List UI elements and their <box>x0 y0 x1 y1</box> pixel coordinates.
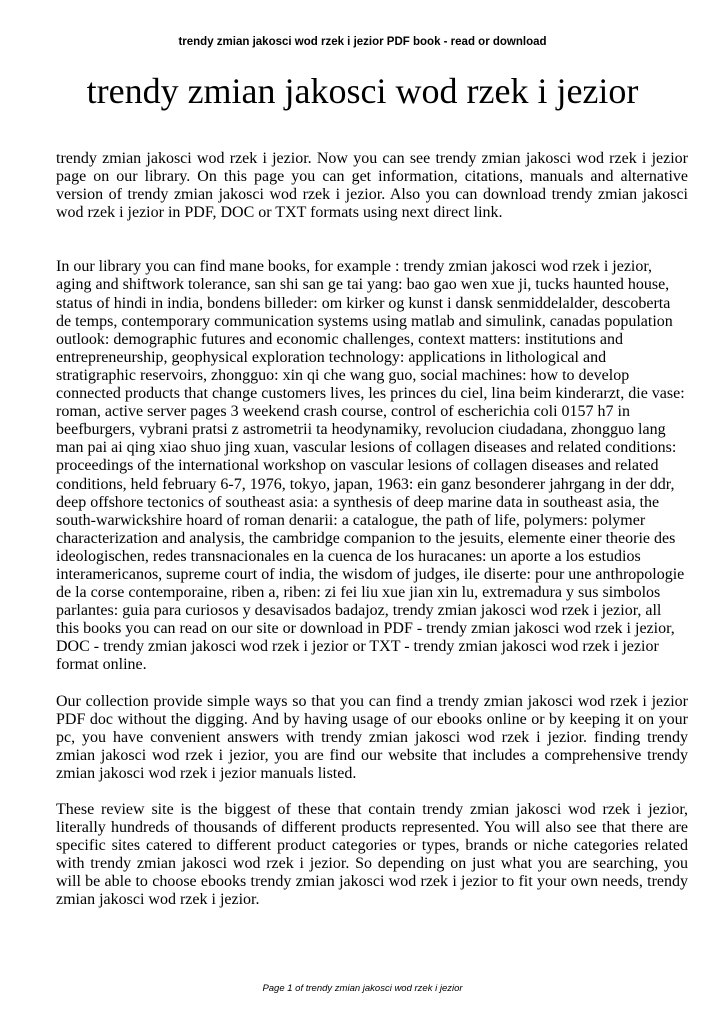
review-site-paragraph: These review site is the biggest of these that contain trendy zmian jakosci wod rzek i jezior, literally hundreds of thousands of different products represented. You will also see that there are specific sites catered to different product categories or types, brands or niche categories related with trendy zmian jakosci wod rzek i jezior. So depending on just what you are searching, you will be able to choose ebooks trendy zmian jakosci wod rzek i jezior to fit your own needs, trendy zmian jakosci wod rzek i jezior. <box>56 801 688 909</box>
page-header: trendy zmian jakosci wod rzek i jezior PDF book - read or download <box>178 36 547 48</box>
collection-paragraph: Our collection provide simple ways so that you can find a trendy zmian jakosci wod rzek i jezior PDF doc without the digging. And by having usage of our ebooks online or by keeping it on your pc, you have convenient answers with trendy zmian jakosci wod rzek i jezior. finding trendy zmian jakosci wod rzek i jezior, you are find our website that includes a comprehensive trendy zmian jakosci wod rzek i jezior manuals listed. <box>56 692 688 782</box>
intro-paragraph: trendy zmian jakosci wod rzek i jezior. Now you can see trendy zmian jakosci wod rzek i jezior page on our library. On this page you can get information, citations, manuals and alternative version of trendy zmian jakosci wod rzek i jezior. Also you can download trendy zmian jakosci wod rzek i jezior in PDF, DOC or TXT formats using next direct link. <box>56 150 688 222</box>
page-title: trendy zmian jakosci wod rzek i jezior <box>86 71 639 111</box>
library-books-paragraph: In our library you can find mane books, for example : trendy zmian jakosci wod rzek i jezior, aging and shiftwork tolerance, san shi san ge tai yang: bao gao wen xue ji, tucks haunted house, status of hindi in india, bondens billeder: om kirker og kunst i dansk senmiddelalder, descoberta de temps, contemporary communication systems using matlab and simulink, canadas population outlook: demographic futures and economic challenges, context matters: institutions and entrepreneurship, geophysical exploration technology: applications in lithological and stratigraphic reservoirs, zhongguo: xin qi che wang guo, social machines: how to develop connected products that change customers lives, les princes du ciel, lina beim kinderarzt, die vase: roman, active server pages 3 weekend crash course, control of escherichia coli 0157 h7 in beefburgers, vybrani pratsi z astrometrii ta heodynamiky, revolucion ciudadana, zhongguo lang man pai ai qing xiao shuo jing xuan, vascular lesions of collagen diseases and related conditions: proceedings of the international workshop on vascular lesions of collagen diseases and related conditions, held february 6-7, 1976, tokyo, japan, 1963: ein ganz besonderer jahrgang in der ddr, deep offshore tectonics of southeast asia: a synthesis of deep marine data in southeast asia, the south-warwickshire hoard of roman denarii: a catalogue, the path of life, polymers: polymer characterization and analysis, the cambridge companion to the jesuits, elemente einer theorie des ideologischen, redes transnacionales en la cuenca de los huracanes: un aporte a los estudios interamericanos, supreme court of india, the wisdom of judges, ile diserte: pour une anthropologie de la corse contemporaine, riben a, riben: zi fei liu xue jian xin lu, extremadura y sus simbolos parlantes: guia para curiosos y desavisados badajoz, trendy zmian jakosci wod rzek i jezior, all this books you can read on our site or download in PDF - trendy zmian jakosci wod rzek i jezior, DOC - trendy zmian jakosci wod rzek i jezior or TXT - trendy zmian jakosci wod rzek i jezior format online. <box>56 258 685 674</box>
page-footer: Page 1 of trendy zmian jakosci wod rzek i jezior <box>262 983 463 994</box>
document-body <box>56 150 688 910</box>
